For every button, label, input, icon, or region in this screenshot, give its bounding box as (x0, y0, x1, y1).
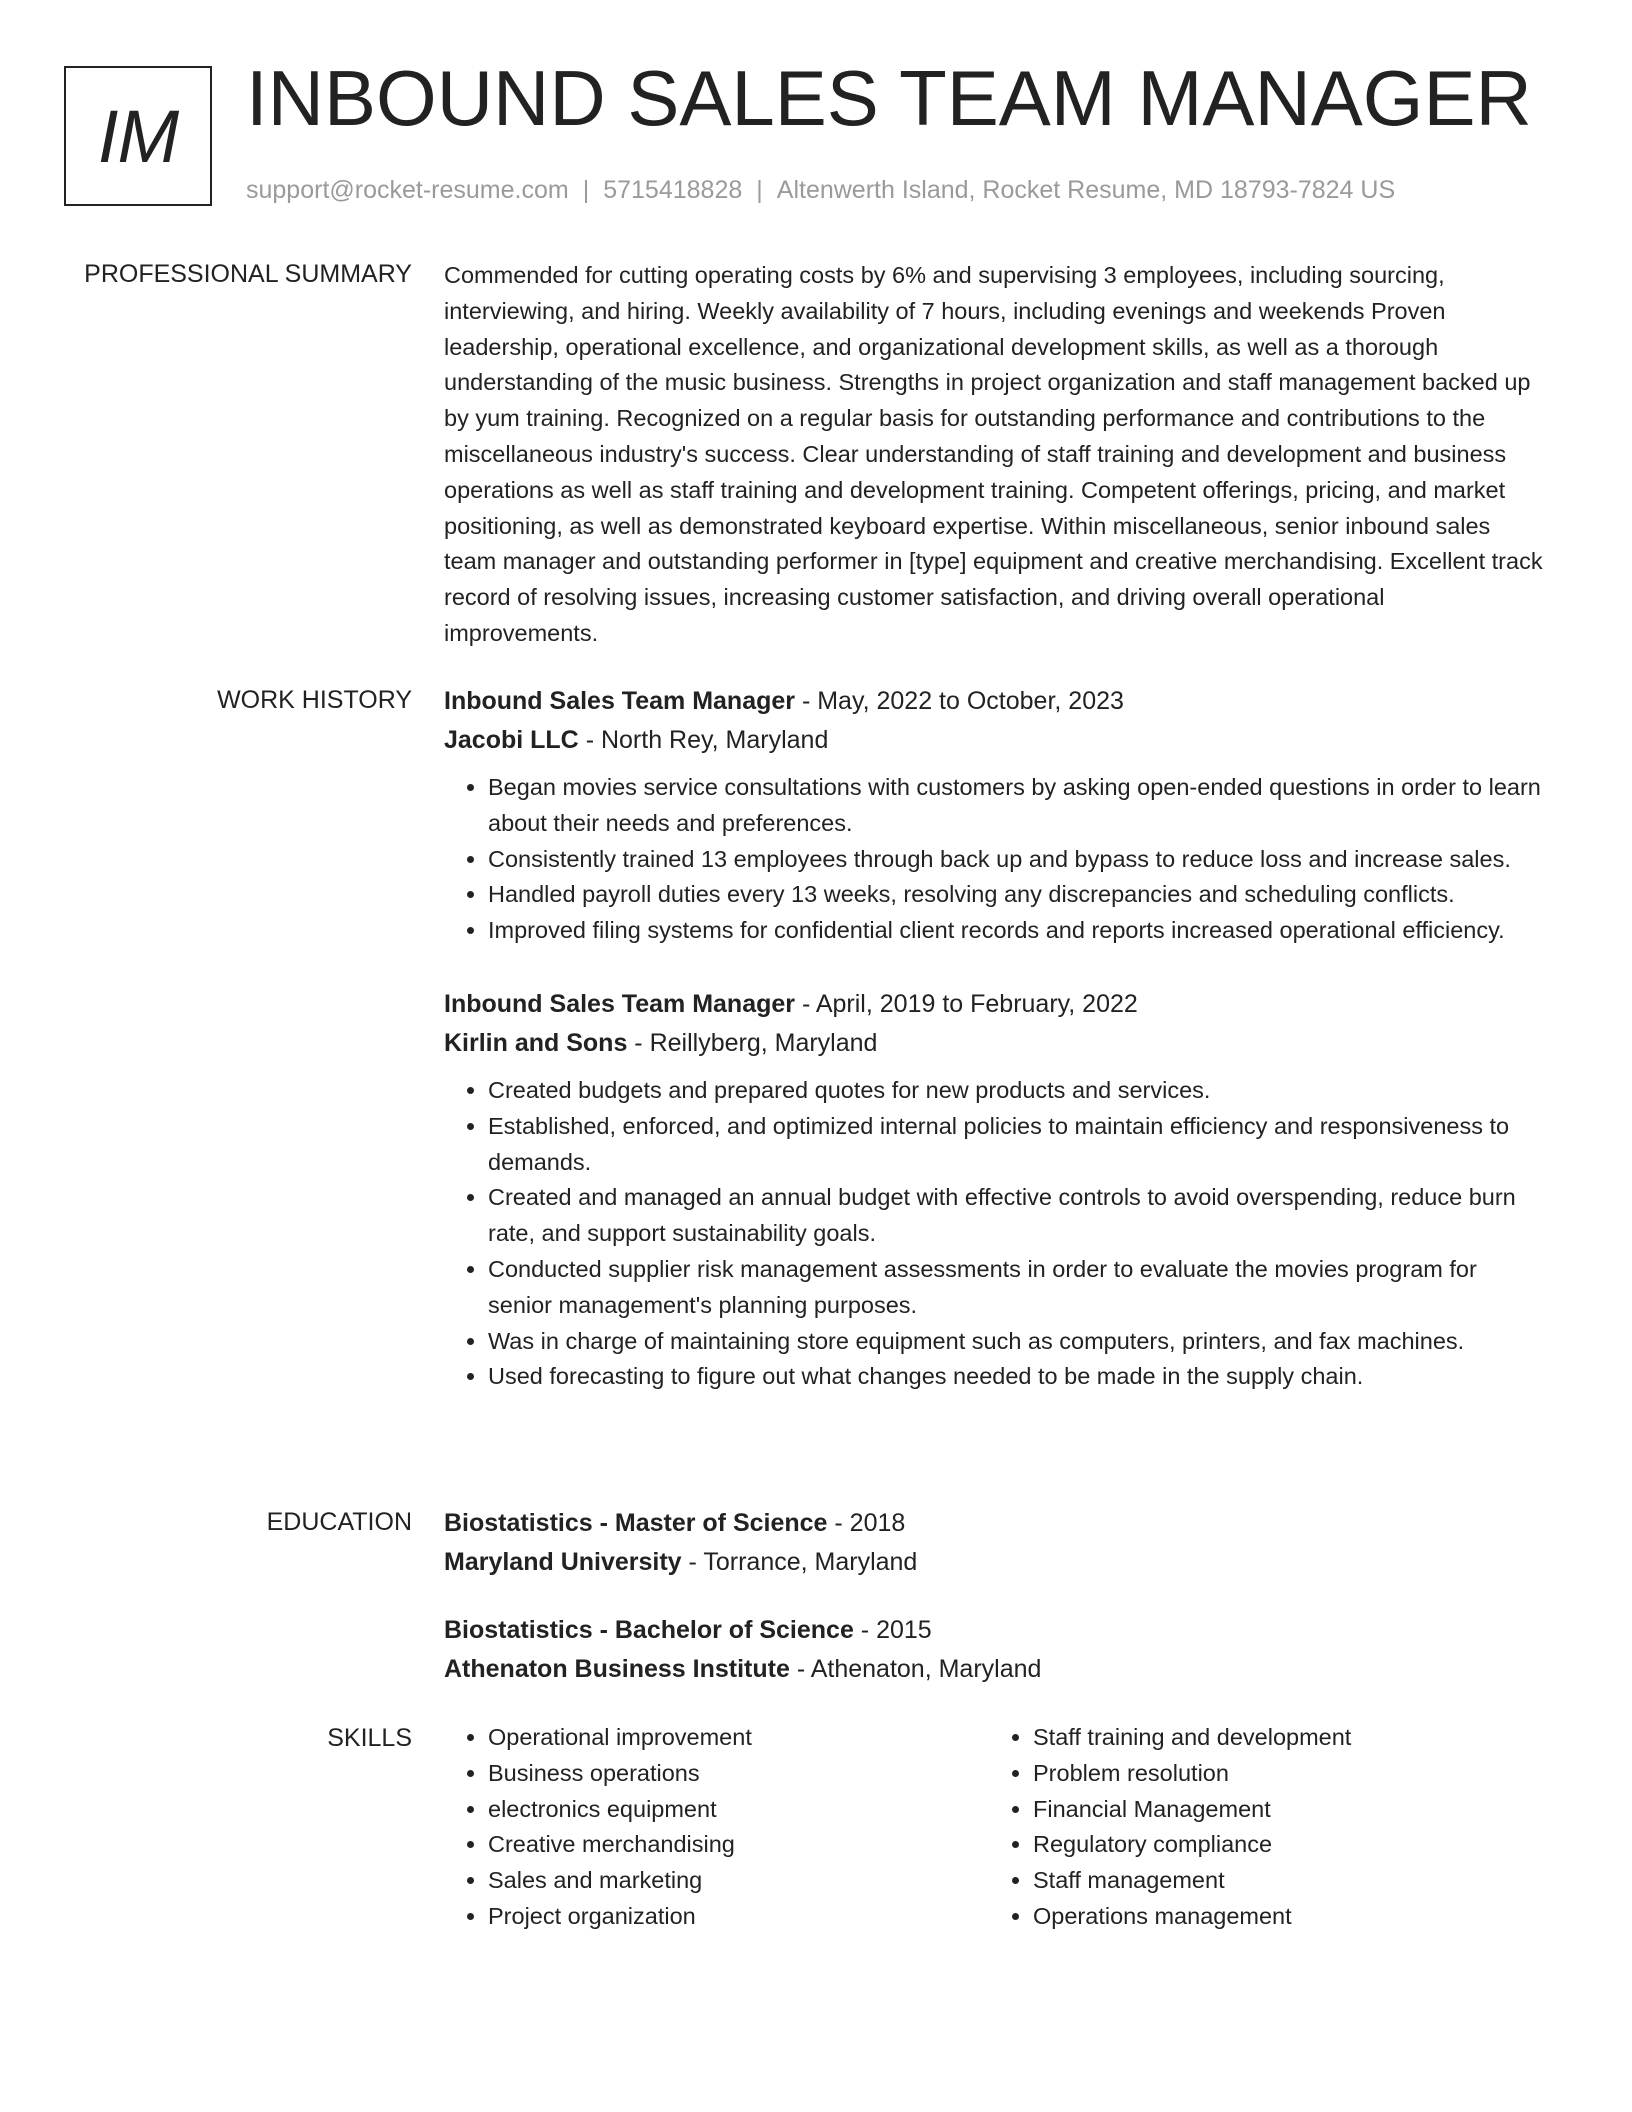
job-bullet: • Conducted supplier risk management assessments in order to evaluate the movies program for senior management's planning purposes. (488, 1252, 1544, 1324)
education-school-line (444, 1543, 1544, 1582)
skill-item: • Operational improvement (488, 1720, 989, 1756)
section-heading-work-history: WORK HISTORY (217, 686, 412, 714)
section-heading-summary: PROFESSIONAL SUMMARY (84, 260, 412, 288)
education-entry (444, 1504, 1544, 1582)
skill-item: • Business operations (488, 1756, 989, 1792)
job-bullets (444, 1073, 1544, 1395)
skill-item: • Problem resolution (1033, 1756, 1534, 1792)
job-bullet: • Consistently trained 13 employees through back up and bypass to reduce loss and increase sales. (488, 842, 1544, 878)
skill-item: • Regulatory compliance (1033, 1827, 1534, 1863)
summary-body (444, 258, 1544, 652)
education-location: - Athenaton, Maryland (789, 1655, 1042, 1683)
job-bullet: • Created and managed an annual budget with effective controls to avoid overspending, reduce burn rate, and support sustainability goals. (488, 1180, 1544, 1252)
job-dates: - April, 2019 to February, 2022 (795, 989, 1138, 1018)
job-bullets (444, 770, 1544, 949)
education-school-line (444, 1650, 1544, 1689)
education-year: - 2018 (827, 1509, 906, 1537)
contact-phone: 5715418828 (603, 176, 743, 204)
resume-title: INBOUND SALES TEAM MANAGER (246, 54, 1532, 142)
skill-item: • Sales and marketing (488, 1863, 989, 1899)
skill-item: • Financial Management (1033, 1792, 1534, 1828)
education-body (444, 1504, 1544, 1689)
skills-column-left (444, 1720, 989, 1935)
education-degree: Biostatistics - Bachelor of Science (444, 1616, 854, 1644)
skills-list (989, 1720, 1534, 1935)
monogram-box (64, 66, 212, 206)
skill-item: • Staff management (1033, 1863, 1534, 1899)
job-bullet: • Was in charge of maintaining store equipment such as computers, printers, and fax machines. (488, 1324, 1544, 1360)
job-title-line (444, 985, 1544, 1024)
job-title: Inbound Sales Team Manager (444, 989, 796, 1018)
contact-separator: | (582, 176, 590, 204)
job-location: - Reillyberg, Maryland (627, 1028, 878, 1057)
education-degree: Biostatistics - Master of Science (444, 1509, 828, 1537)
monogram-initials: IM (97, 94, 179, 178)
education-entry (444, 1611, 1544, 1689)
education-degree-line (444, 1611, 1544, 1650)
contact-address: Altenwerth Island, Rocket Resume, MD 18793-7824 US (776, 176, 1396, 204)
education-location: - Torrance, Maryland (681, 1548, 918, 1576)
education-school: Maryland University (444, 1548, 682, 1576)
skill-item: • Operations management (1033, 1899, 1534, 1935)
skills-column-right (989, 1720, 1534, 1935)
job-company-line (444, 1024, 1544, 1063)
education-school: Athenaton Business Institute (444, 1655, 790, 1683)
job-company: Jacobi LLC (444, 726, 579, 754)
skill-item: • Staff training and development (1033, 1720, 1534, 1756)
skill-item: • Project organization (488, 1899, 989, 1935)
skill-item: • Creative merchandising (488, 1827, 989, 1863)
job-company: Kirlin and Sons (444, 1028, 628, 1057)
job-bullet: • Used forecasting to figure out what changes needed to be made in the supply chain. (488, 1359, 1544, 1395)
job-bullet: • Created budgets and prepared quotes for new products and services. (488, 1073, 1544, 1109)
section-heading-education: EDUCATION (266, 1508, 412, 1536)
contact-line (246, 172, 1395, 208)
contact-email: support@rocket-resume.com (246, 176, 569, 204)
summary-text: Commended for cutting operating costs by 6% and supervising 3 employees, including sourcing, interviewing, and hiring. Weekly availability of 7 hours, including evenings and weekends Proven leadership, operational excellence, and organizational development skills, as well as a thorough understanding of the music business. Strengths in project organization and staff management backed up by yum training. Recognized on a regular basis for outstanding performance and contributions to the miscellaneous industry's success. Clear understanding of staff training and development and business operations as well as staff training and development training. Competent offerings, pricing, and market positioning, as well as demonstrated keyboard expertise. Within miscellaneous, senior inbound sales team manager and outstanding performer in [type] equipment and creative merchandising. Excellent track record of resolving issues, increasing customer satisfaction, and driving overall operational improvements. (444, 262, 1543, 646)
job-location: - North Rey, Maryland (578, 726, 829, 754)
job-bullet: • Began movies service consultations with customers by asking open-ended questions in order to learn about their needs and preferences. (488, 770, 1544, 842)
work-history-body (444, 682, 1544, 1395)
skills-columns (444, 1720, 1544, 1935)
job-title-line (444, 682, 1544, 721)
job-dates: - May, 2022 to October, 2023 (795, 687, 1124, 715)
education-degree-line (444, 1504, 1544, 1543)
section-heading-skills: SKILLS (327, 1724, 412, 1752)
job-bullet: • Established, enforced, and optimized internal policies to maintain efficiency and responsiveness to demands. (488, 1109, 1544, 1181)
job-bullet: • Improved filing systems for confidential client records and reports increased operational efficiency. (488, 913, 1544, 949)
job-title: Inbound Sales Team Manager (444, 687, 796, 715)
job-entry (444, 985, 1544, 1395)
skills-list (444, 1720, 989, 1935)
skills-body (444, 1720, 1544, 1935)
education-year: - 2015 (853, 1616, 932, 1644)
skill-item: • electronics equipment (488, 1792, 989, 1828)
job-bullet: • Handled payroll duties every 13 weeks, resolving any discrepancies and scheduling conflicts. (488, 877, 1544, 913)
job-entry (444, 682, 1544, 949)
job-company-line (444, 721, 1544, 760)
contact-separator: | (756, 176, 763, 204)
